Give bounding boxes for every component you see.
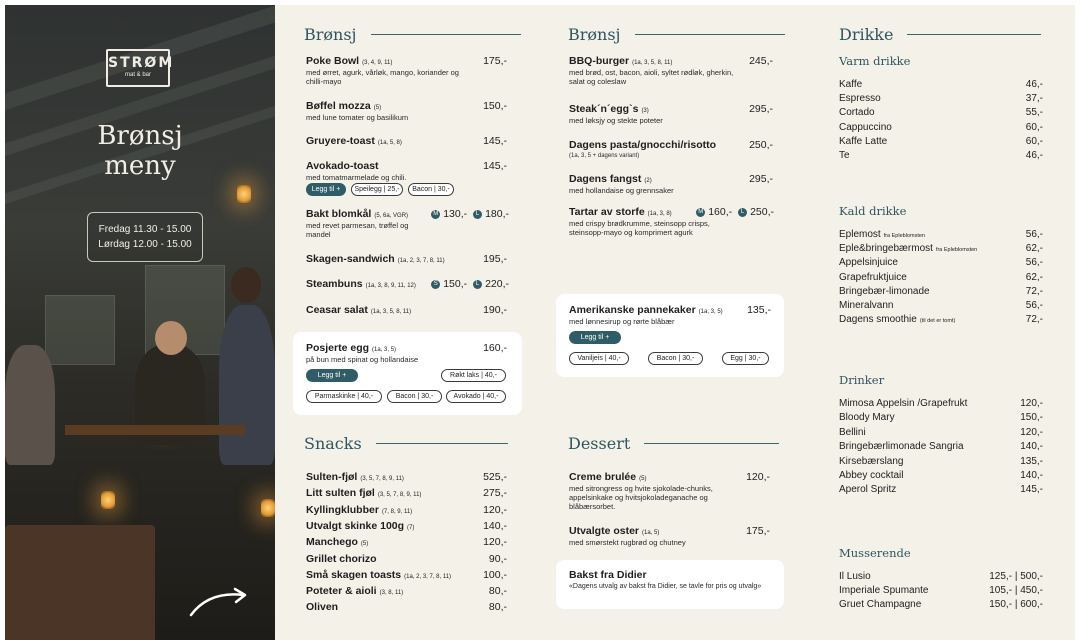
row-price: 60,-	[1025, 121, 1043, 133]
item-name: Bøffel mozza (5)	[306, 100, 382, 112]
sparkling-title: Musserende	[839, 546, 911, 560]
row-price: 60,-	[1025, 135, 1043, 147]
row-note: (til det er tomt)	[919, 318, 956, 325]
poached-eggs-card	[293, 332, 522, 415]
row-price: 120,-	[1020, 398, 1043, 409]
menu-row	[839, 300, 896, 311]
addon-option-egg[interactable]: Egg | 30,-	[722, 352, 769, 365]
menu-row	[839, 122, 892, 133]
addon-option-bacon[interactable]: Bacon | 30,-	[387, 390, 442, 403]
row-price: 140,-	[483, 519, 507, 532]
logo	[106, 49, 175, 87]
menu-row	[839, 286, 933, 297]
menu-title-line1: Brønsj	[97, 121, 183, 151]
pancakes-card	[556, 294, 784, 377]
item-description: med smørstekt rugbrød og chutney	[569, 538, 686, 547]
item-name: Steak´n´egg`s (3)	[569, 103, 649, 115]
item-description: med brød, ost, bacon, aioli, syltet rødløk, gherkin, salat og coleslaw	[569, 68, 734, 86]
item-description: (1a, 3, 5 + dagens variant)	[569, 153, 640, 159]
row-name: Kaffe	[839, 79, 863, 90]
menu-item	[306, 135, 476, 147]
lamp	[237, 185, 251, 203]
item-description: «Dagens utvalg av bakst fra Didier, se tavle for pris og utvalg»	[569, 583, 762, 590]
row-name: Utvalgt skinke 100g	[306, 519, 405, 532]
item-name: Steambuns (1a, 3, 8, 9, 11, 12)	[306, 278, 416, 290]
menu-item	[306, 253, 476, 265]
row-price: 37,-	[1025, 93, 1043, 105]
row-price: 135,-	[1020, 455, 1043, 467]
item-price-sizes: M 130,- L 180,-	[433, 208, 509, 220]
menu-row	[839, 441, 964, 452]
row-price: 150,-	[1020, 412, 1043, 424]
addon-option-avocado[interactable]: Avokado | 40,-	[446, 390, 506, 403]
row-price: 62,-	[1025, 271, 1043, 283]
section-title: Brønsj	[568, 25, 621, 44]
size-large-icon: L	[473, 280, 482, 289]
menu-row	[839, 107, 875, 118]
item-description: med hollandaise og grennsaker	[569, 186, 674, 195]
item-name: Bakt blomkål (5, 6a, VGR)	[306, 208, 409, 220]
menu-row	[306, 520, 414, 532]
row-name: Manchego	[306, 536, 358, 549]
size-large-icon: L	[473, 210, 482, 219]
menu-item	[569, 471, 754, 511]
row-price: 46,-	[1025, 79, 1043, 90]
cocktails-title: Drinker	[839, 373, 885, 387]
menu-item	[569, 569, 769, 591]
guest	[5, 345, 55, 465]
add-on-button[interactable]: Legg til +	[569, 331, 621, 344]
divider	[371, 34, 521, 35]
menu-row	[306, 569, 451, 581]
divider	[376, 443, 508, 444]
menu-item	[569, 139, 744, 161]
menu-title	[65, 121, 215, 181]
item-price: 175,-	[483, 55, 507, 67]
panel-brunch-dessert	[538, 5, 809, 640]
menu-row	[839, 150, 850, 161]
menu-item	[306, 304, 476, 316]
row-name: Eplemost	[839, 229, 881, 240]
row-price: 55,-	[1025, 107, 1043, 119]
item-description: med crispy brødkrumme, steinsopp crisps, steinsopp-mayo og komprimert agurk	[569, 219, 710, 237]
menu-item	[569, 304, 739, 326]
menu-row	[306, 471, 404, 483]
row-name: Sulten-fjøl	[306, 471, 358, 483]
row-price: 72,-	[1025, 314, 1043, 326]
menu-row	[839, 585, 929, 596]
menu-row	[306, 585, 403, 597]
menu-row	[839, 93, 881, 104]
row-name: Små skagen toasts	[306, 568, 402, 581]
menu-row	[306, 601, 341, 613]
item-name: Bakst fra Didier	[569, 569, 647, 581]
menu-row	[839, 599, 921, 610]
item-name: Ceasar salat (1a, 3, 5, 8, 11)	[306, 304, 412, 316]
section-title: Drikke	[839, 25, 894, 44]
menu-row	[839, 398, 967, 409]
item-name: Creme brulée (5)	[569, 471, 647, 483]
row-price: 120,-	[483, 503, 507, 516]
item-description: med revet parmesan, trøffel og mandel	[306, 221, 409, 239]
row-price: 105,- | 450,-	[989, 585, 1043, 597]
add-on-button[interactable]: Legg til +	[306, 369, 358, 382]
divider	[635, 34, 785, 35]
row-price: 120,-	[483, 536, 507, 549]
row-price: 275,-	[483, 487, 507, 500]
panel-brunch-snacks	[275, 5, 538, 640]
cover-photo	[5, 5, 275, 640]
menu-row	[839, 484, 896, 495]
guest-head	[155, 321, 187, 355]
row-name: Poteter & aioli	[306, 585, 377, 598]
addon-option-bacon[interactable]: Bacon | 30,-	[408, 183, 454, 196]
size-medium-icon: M	[433, 210, 439, 217]
row-price: 150,- | 600,-	[989, 599, 1043, 611]
row-price: 80,-	[488, 585, 507, 598]
item-price: 150,-	[483, 100, 507, 112]
row-price: 100,-	[483, 568, 507, 581]
menu-row	[306, 536, 368, 548]
row-price: 125,- | 500,-	[989, 571, 1043, 582]
row-allergens: (7, 8, 9, 11)	[381, 508, 413, 515]
item-price-sizes: M 160,- L 250,-	[698, 206, 774, 218]
size-medium-icon: M	[698, 208, 704, 215]
row-price: 56,-	[1025, 229, 1043, 240]
row-allergens: (3, 5, 7, 8, 9, 11)	[360, 476, 404, 482]
menu-row	[306, 553, 380, 565]
add-on-button[interactable]: Legg til +	[306, 183, 346, 196]
row-note: fra Epleblomsten	[883, 233, 925, 239]
size-large-icon: L	[738, 208, 747, 217]
row-price: 525,-	[483, 471, 507, 483]
menu-row	[839, 272, 910, 283]
row-name: Bloody Mary	[839, 412, 895, 424]
item-description: med sitrongress og hvite sjokolade-chunks, appelsinkake og hvitsjokoladeganache og blåbærsorbet.	[569, 484, 713, 511]
row-name: Bringebærlimonade Sangria	[839, 441, 964, 453]
arrow-icon	[187, 581, 257, 621]
row-name: Bringebær-limonade	[839, 285, 930, 297]
menu-row	[839, 136, 887, 147]
menu-row	[839, 456, 903, 467]
addon-option-bacon[interactable]: Bacon | 30,-	[648, 352, 703, 365]
menu-item	[569, 103, 744, 125]
menu-item	[306, 160, 476, 182]
row-name: Mimosa Appelsin /Grapefrukt	[839, 398, 968, 409]
item-description: med tomatmarmelade og chili.	[306, 173, 407, 182]
row-name: Cortado	[839, 107, 875, 119]
row-name: Aperol Spritz	[839, 484, 897, 496]
logo-subtext: mat & bar	[124, 72, 151, 78]
menu-row	[839, 257, 901, 268]
item-price: 295,-	[749, 173, 773, 185]
menu-item	[569, 55, 744, 86]
item-name: Dagens fangst (2)	[569, 173, 652, 185]
item-name: Poke Bowl (3, 4, 9, 11)	[306, 55, 393, 67]
row-name: Kyllingklubber	[306, 503, 379, 516]
row-price: 62,-	[1025, 243, 1043, 255]
table	[5, 525, 155, 640]
row-name: Imperiale Spumante	[839, 585, 929, 597]
item-price: 295,-	[749, 103, 773, 115]
menu-item	[306, 208, 426, 239]
addon-option-fried-egg[interactable]: Speilegg | 25,-	[351, 183, 403, 196]
hours-friday: Fredag 11.30 - 15.00	[98, 224, 192, 235]
row-price: 56,-	[1025, 257, 1043, 269]
row-price: 72,-	[1025, 285, 1043, 297]
menu-row	[839, 229, 925, 240]
row-name: Te	[839, 150, 850, 161]
row-name: Oliven	[306, 601, 339, 614]
menu-row	[839, 427, 866, 438]
section-title: Snacks	[304, 434, 362, 453]
menu-item	[569, 173, 744, 195]
table	[65, 425, 245, 435]
addon-option-parma-ham[interactable]: Parmaskinke | 40,-	[306, 390, 382, 403]
window	[45, 295, 115, 365]
item-name: Amerikanske pannekaker (1a, 3, 5)	[569, 304, 723, 316]
item-price: 135,-	[747, 304, 771, 316]
item-price: 120,-	[746, 471, 770, 483]
row-name: Eple&bringebærmost	[839, 243, 933, 255]
menu-row	[839, 571, 871, 582]
item-price: 245,-	[749, 55, 773, 67]
item-name: Tartar av storfe (1a, 3, 8)	[569, 206, 672, 218]
row-allergens: (3, 5, 7, 8, 9, 11)	[377, 492, 422, 499]
row-price: 56,-	[1025, 300, 1043, 311]
row-name: Grapefruktjuice	[839, 271, 907, 283]
item-price: 145,-	[483, 135, 507, 147]
item-price: 195,-	[483, 253, 507, 265]
panel-drinks	[809, 5, 1075, 640]
candle	[101, 491, 115, 509]
row-name: Litt sulten fjøl	[306, 487, 375, 500]
opening-hours	[87, 212, 203, 262]
menu-item	[306, 100, 476, 122]
menu-row	[839, 412, 895, 423]
waiter-head	[231, 267, 261, 303]
section-title: Dessert	[568, 434, 631, 453]
hours-saturday: Lørdag 12.00 - 15.00	[98, 239, 192, 250]
row-price: 46,-	[1025, 150, 1043, 161]
item-price: 190,-	[483, 304, 507, 316]
candle	[261, 499, 275, 517]
row-name: Appelsinjuice	[839, 257, 898, 269]
didier-card	[556, 560, 784, 609]
section-title: Brønsj	[304, 25, 357, 44]
row-name: Mineralvann	[839, 300, 894, 311]
menu-row	[306, 504, 412, 516]
warm-drinks-title: Varm drikke	[839, 54, 911, 68]
row-allergens: (7)	[407, 524, 415, 531]
item-description: med løksjy og stekte poteter	[569, 116, 663, 125]
menu-row	[839, 314, 955, 325]
row-name: Bellini	[839, 426, 866, 438]
menu-title-line2: meny	[104, 151, 176, 181]
item-price-sizes: S 150,- L 220,-	[425, 278, 509, 290]
row-name: Grillet chorizo	[306, 552, 377, 565]
dessert-header	[568, 434, 790, 453]
menu-item	[569, 525, 744, 547]
logo-text: STRØM	[108, 55, 175, 71]
item-description: med lune tomater og basilikum	[306, 113, 409, 122]
menu-row	[839, 470, 903, 481]
item-name: Avokado-toast	[306, 160, 379, 172]
row-price: 145,-	[1020, 484, 1043, 496]
divider	[907, 34, 1041, 35]
menu-row	[839, 243, 977, 254]
item-name: Gruyere-toast (1a, 5, 8)	[306, 135, 402, 147]
menu-row	[306, 487, 421, 499]
item-name: BBQ-burger (1a, 3, 5, 8, 11)	[569, 55, 673, 67]
row-name: Kaffe Latte	[839, 135, 888, 147]
row-note: fra Epleblomsten	[935, 247, 978, 254]
row-price: 140,-	[1020, 470, 1043, 481]
row-allergens: (3, 8, 11)	[379, 590, 404, 597]
item-name: Skagen-sandwich (1a, 2, 3, 7, 8, 11)	[306, 253, 445, 265]
item-name: Dagens pasta/gnocchi/risotto	[569, 139, 717, 151]
row-allergens: (5)	[360, 541, 369, 548]
item-description: på bun med spinat og hollandaise	[306, 355, 419, 364]
item-name: Utvalgte oster (1a, 5)	[569, 525, 660, 537]
menu-item	[306, 55, 476, 86]
divider	[644, 443, 779, 444]
item-name: Posjerte egg (1a, 3, 5)	[306, 342, 397, 354]
row-name: Il Lusio	[839, 571, 871, 582]
brunch-header	[568, 25, 790, 44]
row-price: 140,-	[1020, 441, 1043, 453]
row-name: Abbey cocktail	[839, 470, 904, 481]
item-price: 250,-	[749, 139, 773, 151]
row-price: 90,-	[488, 552, 507, 565]
row-name: Espresso	[839, 93, 881, 105]
snacks-header	[304, 434, 522, 453]
menu-item	[306, 342, 456, 364]
row-name: Cappuccino	[839, 121, 892, 133]
item-price: 175,-	[746, 525, 770, 537]
size-small-icon: S	[431, 280, 440, 289]
row-price: 80,-	[488, 601, 507, 614]
brunch-header	[304, 25, 522, 44]
row-name: Kirsebærslang	[839, 455, 904, 467]
item-price: 145,-	[483, 160, 507, 172]
item-description: med ørret, agurk, vårløk, mango, koriander og chilli-mayo	[306, 68, 459, 86]
row-price: 120,-	[1020, 426, 1043, 438]
row-name: Dagens smoothie	[839, 314, 917, 326]
menu-row	[839, 79, 862, 90]
item-price: 160,-	[483, 342, 507, 354]
addon-option-vanilla-ice[interactable]: Vaniljeis | 40,-	[569, 352, 629, 365]
addon-option-smoked-salmon[interactable]: Røkt laks | 40,-	[441, 369, 506, 382]
waiter	[219, 305, 275, 465]
row-allergens: (1a, 2, 3, 7, 8, 11)	[404, 573, 452, 580]
item-description: med lønnesirup og rørte blåbær	[569, 317, 675, 326]
drinks-header	[839, 25, 1061, 44]
cold-drinks-title: Kald drikke	[839, 204, 907, 218]
row-name: Gruet Champagne	[839, 599, 922, 611]
